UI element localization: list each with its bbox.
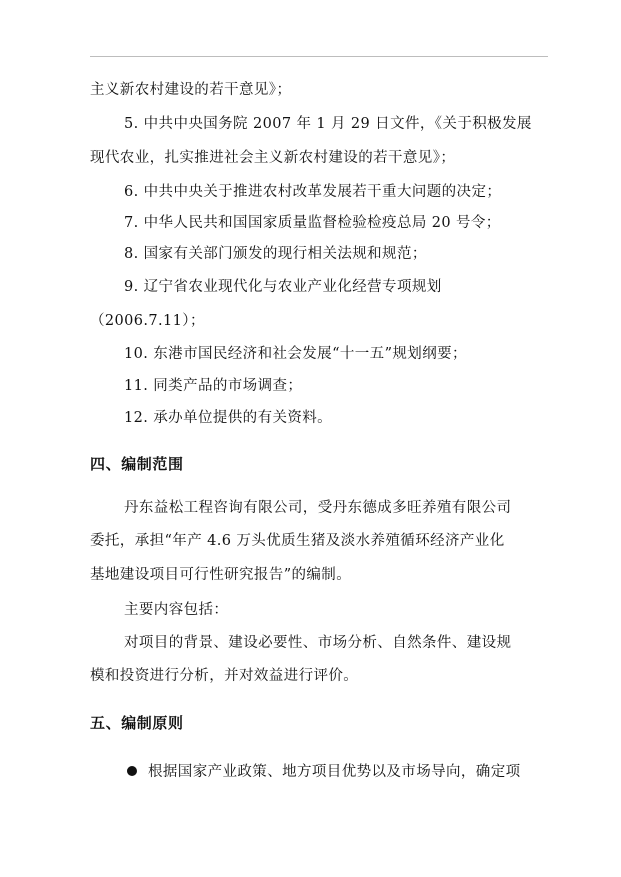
list-item-5-line-2: 现代农业，扎实推进社会主义新农村建设的若干意见》；	[90, 150, 456, 166]
list-item-11: 11. 同类产品的市场调查；	[124, 378, 303, 394]
list-item-5-line-1: 5. 中共中央国务院 2007 年 1 月 29 日文件，《关于积极发展	[124, 116, 532, 132]
scope-paragraph-line-2: 委托，承担“年产 4.6 万头优质生猪及淡水养殖循环经济产业化	[90, 533, 505, 549]
list-item-8: 8. 国家有关部门颁发的现行相关法规和规范；	[124, 246, 427, 262]
list-item-6: 6. 中共中央关于推进农村改革发展若干重大问题的决定；	[124, 184, 502, 200]
text-line-1: 主义新农村建设的若干意见》；	[90, 82, 292, 98]
scope-paragraph-line-3: 基地建设项目可行性研究报告”的编制。	[90, 567, 352, 583]
scope-paragraph-line-1: 丹东益松工程咨询有限公司，受丹东德成多旺养殖有限公司	[124, 500, 512, 516]
principle-bullet-text: 根据国家产业政策、地方项目优势以及市场导向，确定项	[148, 764, 521, 780]
list-item-9-line-2: （2006.7.11）；	[90, 313, 205, 329]
content-paragraph-line-1: 对项目的背景、建设必要性、市场分析、自然条件、建设规	[124, 635, 512, 651]
main-content-label: 主要内容包括：	[124, 602, 229, 618]
list-item-7: 7. 中华人民共和国国家质量监督检验检疫总局 20 号令；	[124, 215, 501, 231]
section-heading-principles: 五、编制原则	[90, 714, 184, 732]
list-item-9-line-1: 9. 辽宁省农业现代化与农业产业化经营专项规划	[124, 279, 442, 295]
header-rule	[90, 56, 548, 57]
section-heading-scope: 四、编制范围	[90, 455, 184, 473]
list-item-10: 10. 东港市国民经济和社会发展“十一五”规划纲要；	[124, 346, 467, 362]
content-paragraph-line-2: 模和投资进行分析，并对效益进行评价。	[90, 668, 359, 684]
list-item-12: 12. 承办单位提供的有关资料。	[124, 410, 333, 426]
bullet-icon	[127, 766, 137, 776]
